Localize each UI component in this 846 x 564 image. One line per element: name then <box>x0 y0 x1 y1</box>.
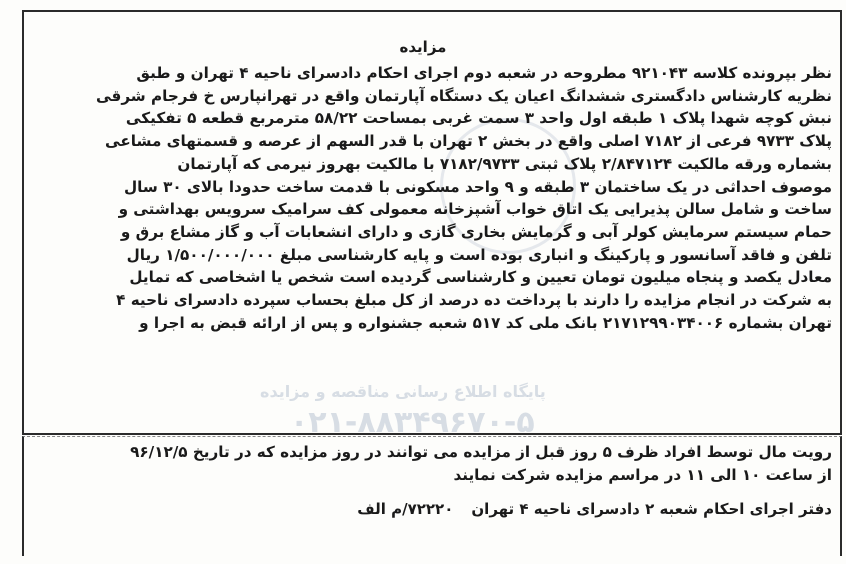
body-line: تهران بشماره ۲۱۷۱۲۹۹۰۳۴۰۰۶ بانک ملی کد ۵۱۷ شعبه جشنواره و پس از ارائه قبض به اجرا و <box>139 313 832 332</box>
signature-row <box>230 500 832 518</box>
body-line: موصوف احداثی در یک ساختمان ۳ طبقه و ۹ واحد مسکونی با قدمت ساخت حدودا بالای ۳۰ سال <box>123 177 832 196</box>
body-line: پلاک ۹۷۳۳ فرعی از ۷۱۸۲ اصلی واقع در بخش ۲ تهران با قدر السهم از عرصه و قسمتهای مشاعی <box>105 132 832 151</box>
notice-continuation <box>38 441 832 486</box>
notice-body <box>38 62 832 334</box>
body-line: به شرکت در انجام مزایده را دارند با پرداخت ده درصد از کل مبلغ بحساب سپرده دادسرای ناحیه ۴ <box>116 291 832 310</box>
body-line: نظریه کارشناس دادگستری ششدانگ اعیان یک دستگاه آپارتمان واقع در تهرانپارس خ فرجام شرقی <box>96 86 832 105</box>
body-line: ساخت و شامل سالن پذیرایی یک اتاق خواب آشپزخانه معمولی کف سرامیک سرویس بهداشتی و <box>118 200 832 219</box>
body-line: معادل یکصد و پنجاه میلیون تومان تعیین و کارشناسی گردیده است شخص یا اشخاصی که تمایل <box>129 268 832 287</box>
watermark-phone: ۰۲۱-۸۸۳۴۹۶۷۰-۵ <box>290 405 535 440</box>
body-line: نبش کوچه شهدا پلاک ۱ طبقه اول واحد ۳ سمت غربی بمساحت ۵۸/۲۲ مترمربع قطعه ۵ تفکیکی <box>125 109 832 128</box>
body-line: تلفن و فاقد آسانسور و پارکینگ و انباری بوده است و پایه کارشناسی مبلغ ۱/۵۰۰/۰۰۰/۰۰۰ ریال <box>126 245 832 264</box>
watermark-site: پایگاه اطلاع رسانی مناقصه و مزایده <box>260 382 546 401</box>
body-line: نظر بپرونده کلاسه ۹۲۱۰۴۳ مطروحه در شعبه دوم اجرای احکام دادسرای ناحیه ۴ تهران و طبق <box>136 64 832 82</box>
reference-number: ۷۲۲۲۰/م الف <box>357 500 454 518</box>
signature: دفتر اجرای احکام شعبه ۲ دادسرای ناحیه ۴ تهران <box>471 500 832 518</box>
page-title: مزایده <box>399 38 447 56</box>
body-line: حمام سیستم سرمایش کولر آبی و گرمایش بخاری گازی و دارای انشعابات آب و گاز مشاع برق و <box>120 222 832 241</box>
body-line: بشماره ورقه مالکیت ۲/۸۴۷۱۲۴ پلاک ثبتی ۷۱۸۲/۹۷۳۳ با مالکیت بهروز نیرمی که آپارتمان <box>177 154 832 173</box>
body-line: از ساعت ۱۰ الی ۱۱ در مراسم مزایده شرکت نمایند <box>453 465 832 484</box>
body-line: رویت مال توسط افراد ظرف ۵ روز قبل از مزایده می توانند در روز مزایده که در تاریخ ۹۶/۱۲/۵ <box>130 443 832 461</box>
